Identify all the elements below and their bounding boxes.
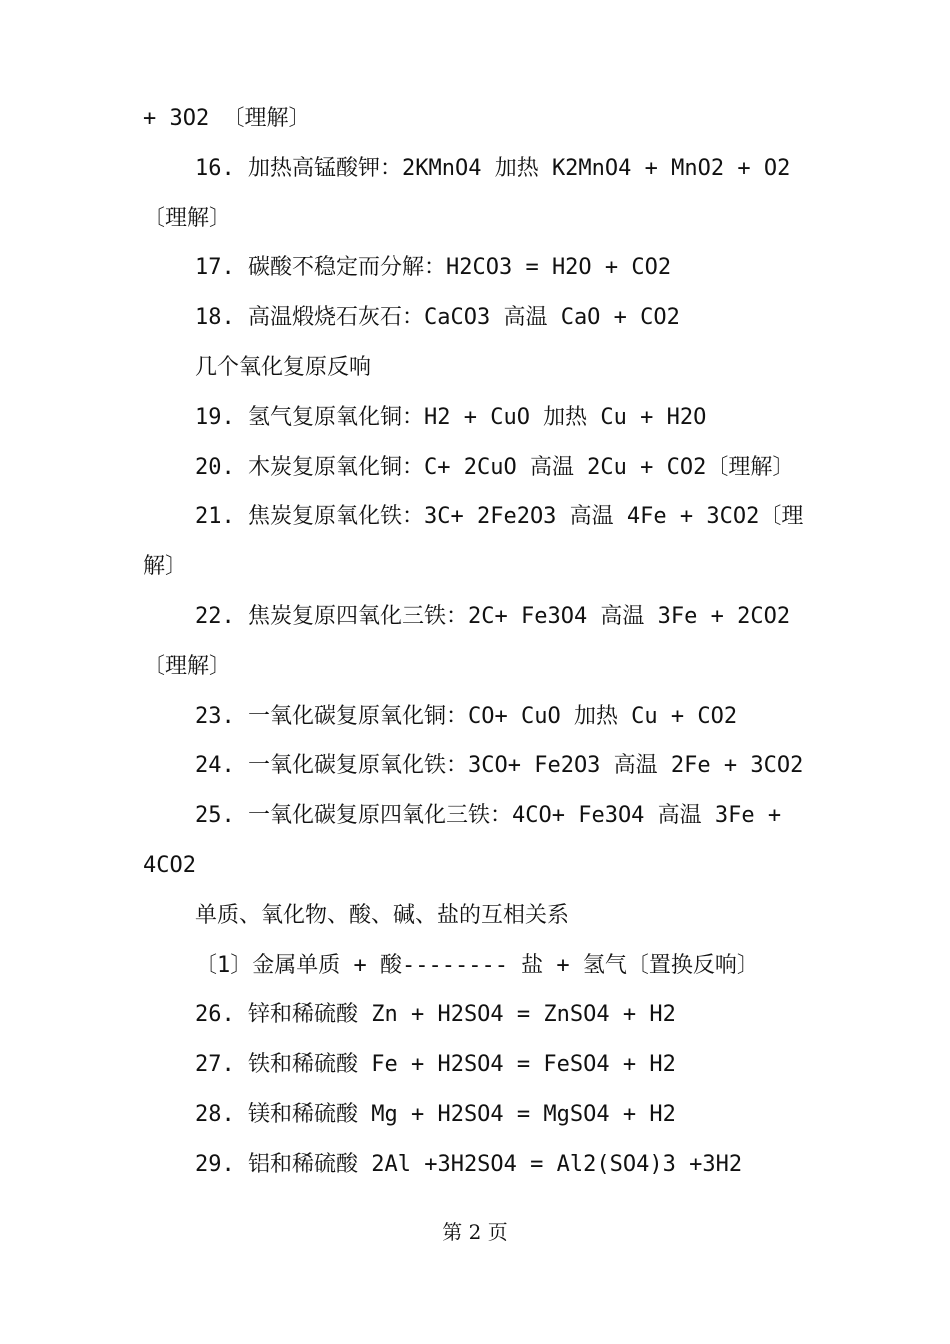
document-line: 〔1〕金属单质 + 酸-------- 盐 + 氢气〔置换反响〕 [195, 952, 759, 978]
page-number: 第 2 页 [442, 1220, 508, 1244]
document-line: 4CO2 [143, 852, 196, 878]
document-body [143, 94, 815, 1190]
document-line: 24. 一氧化碳复原氧化铁：3CO+ Fe2O3 高温 2Fe + 3CO2 [195, 753, 804, 779]
document-line: 20. 木炭复原氧化铜：C+ 2CuO 高温 2Cu + CO2〔理解〕 [195, 454, 795, 480]
document-line: 25. 一氧化碳复原四氧化三铁：4CO+ Fe3O4 高温 3Fe + [195, 803, 782, 829]
document-line: + 3O2 〔理解〕 [143, 106, 311, 131]
document-line: 26. 锌和稀硫酸 Zn + H2SO4 = ZnSO4 + H2 [195, 1002, 676, 1028]
document-line: 单质、氧化物、酸、碱、盐的互相关系 [195, 902, 570, 928]
document-line: 〔理解〕 [143, 653, 232, 679]
document-line: 28. 镁和稀硫酸 Mg + H2SO4 = MgSO4 + H2 [195, 1101, 676, 1127]
document-line: 解〕 [143, 554, 188, 580]
document-line: 23. 一氧化碳复原氧化铜：CO+ CuO 加热 Cu + CO2 [195, 703, 738, 729]
document-line: 19. 氢气复原氧化铜：H2 + CuO 加热 Cu + H2O [195, 404, 707, 430]
document-line: 17. 碳酸不稳定而分解：H2CO3 = H2O + CO2 [195, 255, 672, 281]
document-line: 21. 焦炭复原氧化铁：3C+ 2Fe2O3 高温 4Fe + 3CO2〔理 [195, 504, 804, 530]
document-line: 22. 焦炭复原四氧化三铁：2C+ Fe3O4 高温 3Fe + 2CO2 [195, 603, 791, 629]
document-line: 29. 铝和稀硫酸 2Al +3H2SO4 = Al2(SO4)3 +3H2 [195, 1151, 743, 1177]
document-line: 18. 高温煅烧石灰石：CaCO3 高温 CaO + CO2 [195, 305, 680, 331]
document-line: 几个氧化复原反响 [195, 354, 372, 380]
document-line: 16. 加热高锰酸钾：2KMnO4 加热 K2MnO4 + MnO2 + O2 [195, 155, 791, 181]
document-line: 〔理解〕 [143, 205, 232, 231]
document-line: 27. 铁和稀硫酸 Fe + H2SO4 = FeSO4 + H2 [195, 1052, 676, 1078]
